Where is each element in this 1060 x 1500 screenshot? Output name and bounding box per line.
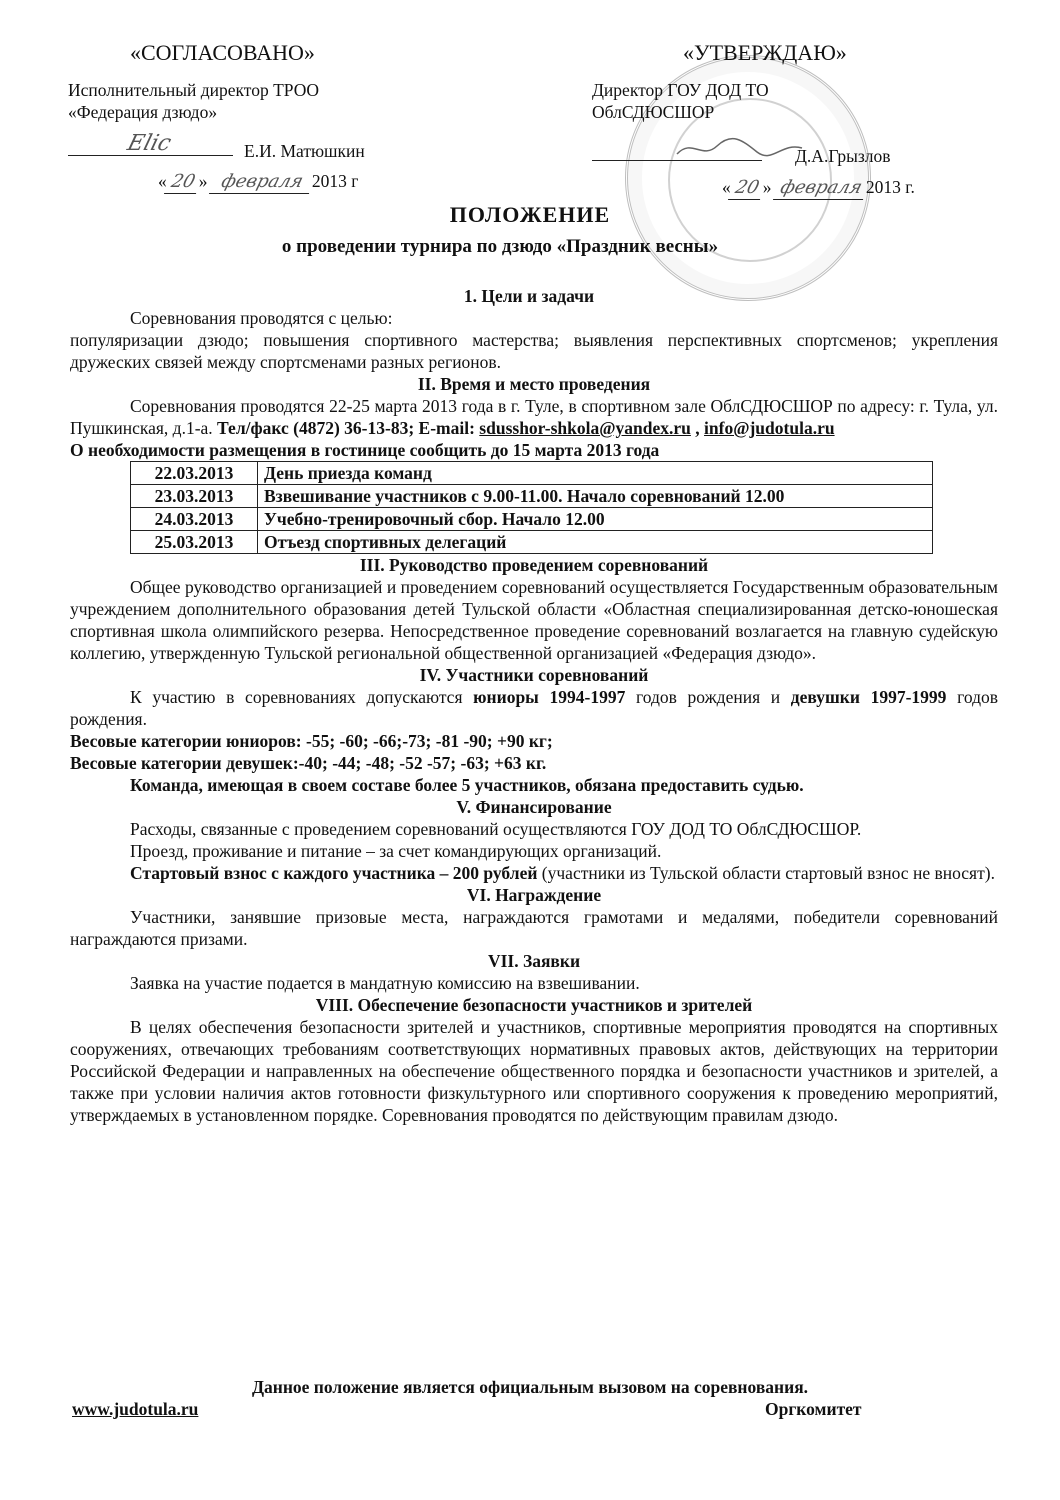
section-5-p1: Расходы, связанные с проведением соревнований осуществляются ГОУ ДОД ТО ОблСДЮСШОР. (130, 819, 862, 839)
date-right-year: 2013 г. (865, 177, 915, 197)
section-5-heading: V. Финансирование (456, 797, 612, 817)
approval-left-date: « 20» февраля 2013 г (158, 171, 359, 192)
approval-right-name: Д.А.Грызлов (795, 146, 891, 166)
website-link[interactable]: www.judotula.ru (72, 1399, 199, 1419)
approval-right-title: «УТВЕРЖДАЮ» (683, 40, 847, 65)
approval-right-line1: Директор ГОУ ДОД ТО (592, 80, 769, 100)
table-row (131, 485, 933, 508)
table-row (131, 531, 933, 554)
date-left-month: февраля (209, 171, 315, 194)
schedule-date: 23.03.2013 (131, 485, 258, 508)
official-call-notice: Данное положение является официальным вызовом на соревнования. (251, 1377, 809, 1397)
table-row (131, 462, 933, 485)
section-7-heading: VII. Заявки (487, 951, 581, 971)
schedule-date: 25.03.2013 (131, 531, 258, 554)
section-1-heading: 1. Цели и задачи (463, 286, 595, 306)
date-left-day: 20 (164, 171, 202, 194)
section-5-p2: Проезд, проживание и питание – за счет командирующих организаций. (130, 841, 662, 861)
section-8-heading: VIII. Обеспечение безопасности участников и зрителей (315, 995, 753, 1015)
section-2-heading: II. Время и место проведения (417, 374, 651, 394)
section-4-text: К участию в соревнованиях допускаются юниоры 1994-1997 годов рождения и девушки 1997-1999 годов рождения. (70, 687, 998, 729)
approval-left-name: Е.И. Матюшкин (244, 141, 365, 161)
approval-left-line2: «Федерация дзюдо» (68, 102, 218, 122)
hotel-notice: О необходимости размещения в гостинице сообщить до 15 марта 2013 года (70, 440, 660, 460)
signature-line-right (592, 140, 762, 161)
section-1-intro: Соревнования проводятся с целью: (130, 308, 393, 328)
section-6-heading: VI. Награждение (466, 885, 602, 905)
section-4-heading: IV. Участники соревнований (419, 665, 649, 685)
table-row (131, 508, 933, 531)
schedule-event: Взвешивание участников с 9.00-11.00. Начало соревнований 12.00 (258, 485, 933, 508)
section-8-text: В целях обеспечения безопасности зрителей и участников, спортивные мероприятия проводятся на спортивных сооружениях, отвечающих требованиям соответствующих нормативных правовых актов, действующих на территории Российской Федерации и направленных на обеспечение общественного порядка и безопасности участников и зрителей, а также при условии наличия актов готовности физкультурного или спортивного сооружения к проведению мероприятий, утверждаемых в установленном порядке. Соревнования проводятся по действующим правилам дзюдо. (70, 1017, 998, 1125)
signature-line-left (68, 131, 233, 156)
document-body (70, 285, 998, 1126)
document-subtitle: о проведении турнира по дзюдо «Праздник весны» (281, 236, 719, 257)
section-2-text: Соревнования проводятся 22-25 марта 2013 года в г. Туле, в спортивном зале ОблСДЮСШОР по адресу: г. Тула, ул. Пушкинская, д.1-а. Тел/факс (4872) 36-13-83; E-mail: sdusshor-shkola@yandex.ru , info@judotula.ru (70, 396, 998, 438)
approval-left-title: «СОГЛАСОВАНО» (130, 40, 315, 65)
section-7-text: Заявка на участие подается в мандатную комиссию на взвешивании. (130, 973, 640, 993)
email-link-2[interactable]: info@judotula.ru (704, 418, 835, 438)
schedule-date: 22.03.2013 (131, 462, 258, 485)
date-right-month: февраля (773, 177, 869, 200)
approval-left-line1: Исполнительный директор ТРОО (68, 80, 320, 100)
signature-left: Elic (124, 131, 174, 156)
approval-right-line2: ОблСДЮСШОР (592, 102, 715, 122)
organizing-committee: Оргкомитет (765, 1399, 862, 1419)
weight-categories-juniors: Весовые категории юниоров: -55; -60; -66;-73; -81 -90; +90 кг; (70, 731, 553, 751)
weight-categories-girls: Весовые категории девушек:-40; -44; -48; -52 -57; -63; +63 кг. (70, 753, 547, 773)
section-1-text: популяризации дзюдо; повышения спортивного мастерства; выявления перспективных спортсменов; укрепления дружеских связей между спортсменами разных регионов. (70, 330, 998, 372)
document-title: ПОЛОЖЕНИЕ (449, 202, 611, 227)
section-6-text: Участники, занявшие призовые места, награждаются грамотами и медалями, победители соревнований награждаются призами. (70, 907, 998, 949)
date-left-year: 2013 г (311, 171, 359, 191)
approval-right-date: « 20» февраля2013 г. (722, 177, 915, 198)
schedule-table (130, 461, 933, 554)
schedule-event: День приезда команд (258, 462, 933, 485)
email-link-1[interactable]: sdusshor-shkola@yandex.ru (479, 418, 691, 438)
section-5-fee: Стартовый взнос с каждого участника – 200 рублей (участники из Тульской области стартовый взнос не вносят). (130, 863, 995, 883)
schedule-event: Учебно-тренировочный сбор. Начало 12.00 (258, 508, 933, 531)
schedule-date: 24.03.2013 (131, 508, 258, 531)
section-3-text: Общее руководство организацией и проведением соревнований осуществляется Государственным образовательным учреждением дополнительного образования детей Тульской области «Областная специализированная детско-юношеская спортивная школа олимпийского резерва. Непосредственное проведение соревнований возлагается на главную судейскую коллегию, утвержденную Тульской региональной общественной организацией «Федерация дзюдо». (70, 577, 998, 663)
schedule-event: Отъезд спортивных делегаций (258, 531, 933, 554)
section-3-heading: III. Руководство проведением соревнований (359, 555, 709, 575)
contacts-phone: Тел/факс (4872) 36-13-83; E-mail: (217, 418, 480, 438)
date-right-day: 20 (728, 177, 766, 200)
judge-requirement: Команда, имеющая в своем составе более 5 участников, обязана предоставить судью. (130, 775, 804, 795)
